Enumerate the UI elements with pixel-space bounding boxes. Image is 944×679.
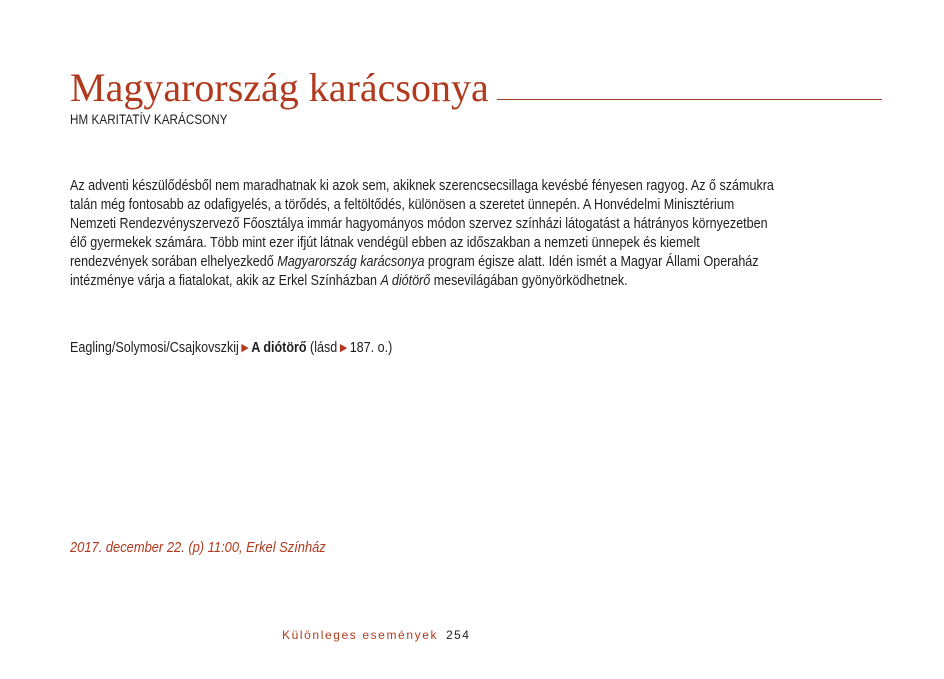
body-line (70, 272, 861, 291)
triangle-right-icon: ▶ (241, 342, 249, 354)
body-line: talán még fontosabb az odafigyelés, a törődés, a feltöltődés, különösen a szeretet ünnepén. A Honvédelmi Minisztérium (70, 197, 735, 213)
page-subtitle: HM KARITATÍV KARÁCSONY (70, 112, 228, 127)
production-credit (70, 339, 392, 358)
body-text-segment: rendezvények sorában elhelyezkedő (70, 254, 278, 270)
body-line (70, 253, 861, 272)
work-title-italic: A diótörő (380, 273, 431, 289)
credit-work-title: A diótörő (251, 340, 307, 356)
body-text-segment: program égisze alatt. Idén ismét a Magyar Állami Operaház (424, 254, 759, 270)
body-text-segment: intézménye várja a fiatalokat, akik az Erkel Színházban (70, 273, 381, 289)
page-number: 254 (446, 628, 471, 642)
triangle-right-icon: ▶ (339, 342, 348, 354)
credit-authors: Eagling/Solymosi/Csajkovszkij (70, 340, 239, 356)
page-footer (282, 627, 470, 643)
body-line: élő gyermekek számára. Több mint ezer ifjút látnak vendégül ebben az időszakban a nemzeti ünnepek és kiemelt (70, 235, 700, 251)
credit-reference-page: 187. o.) (349, 340, 393, 356)
body-line: Az adventi készülődésből nem maradhatnak ki azok sem, akiknek szerencsecsillaga kevésbé fényesen ragyog. Az ő számukra (70, 178, 774, 194)
credit-reference-open: (lásd (310, 340, 338, 356)
body-text-segment: mesevilágában gyönyörködhetnek. (430, 273, 628, 289)
title-divider (497, 99, 882, 100)
program-name-italic: Magyarország karácsonya (277, 254, 425, 270)
body-paragraph (70, 177, 861, 291)
event-date: 2017. december 22. (p) 11:00, Erkel Színház (70, 539, 326, 556)
footer-section-name: Különleges események (282, 628, 439, 642)
page-title: Magyarország karácsonya (70, 65, 489, 110)
title-row (70, 64, 882, 110)
body-line: Nemzeti Rendezvényszervező Főosztálya immár hagyományos módon szervez színházi látogatást a hátrányos környezetben (70, 216, 768, 232)
